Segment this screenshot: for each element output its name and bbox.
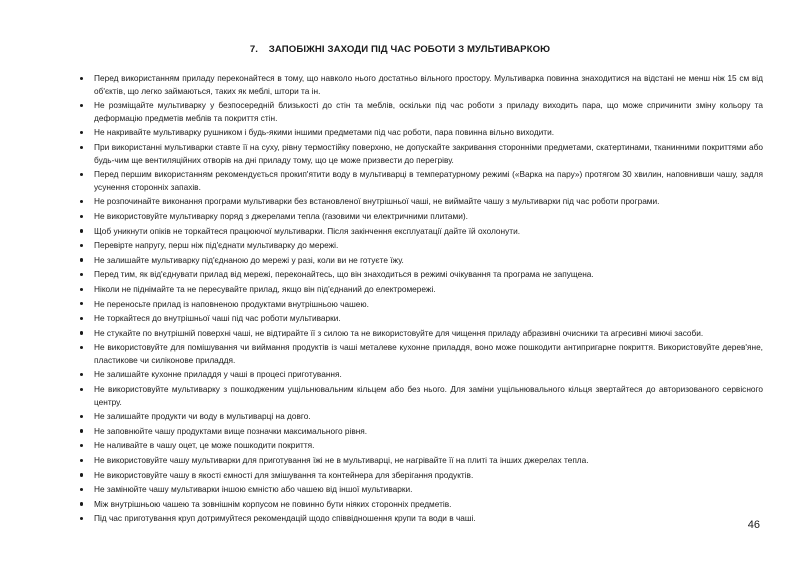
- section-heading: [0, 44, 800, 55]
- list-item: При використанні мультиварки ставте її на суху, рівну термостійку поверхню, не допускайте закривання сторонніми предметами, скатертинами, тканинними покриттями або будь-чим ще вентиляційних отворів на дні приладу тому, що це може призвести до перегріву.: [78, 141, 763, 166]
- list-item: Не розміщайте мультиварку у безпосередній близькості до стін та меблів, оскільки під час роботи з приладу виходить пара, що може спричинити зміну кольору та деформацію предметів меблів та покриття стін.: [78, 99, 763, 124]
- list-item: Між внутрішньою чашею та зовнішнім корпусом не повинно бути ніяких сторонніх предметів.: [78, 498, 763, 511]
- list-item: Перевірте напругу, перш ніж під'єднати мультиварку до мережі.: [78, 239, 763, 252]
- list-item: Не наливайте в чашу оцет, це може пошкодити покриття.: [78, 439, 763, 452]
- list-item: Не розпочинайте виконання програми мультиварки без встановленої внутрішньої чаші, не виймайте чашу з мультиварки під час роботи програми.: [78, 195, 763, 208]
- list-item: Не переносьте прилад із наповненою продуктами внутрішньою чашею.: [78, 298, 763, 311]
- list-item: Щоб уникнути опіків не торкайтеся працюючої мультиварки. Після закінчення експлуатації дайте їй охолонути.: [78, 225, 763, 238]
- list-item: Перед використанням приладу переконайтеся в тому, що навколо нього достатньо вільного простору. Мультиварка повинна знаходитися на відстані не менш ніж 15 см від об'єктів, що легко займаються, таких як меблі, штори та ін.: [78, 72, 763, 97]
- list-item: Перед тим, як від'єднувати прилад від мережі, переконайтесь, що він знаходиться в режимі очікування та програма не запущена.: [78, 268, 763, 281]
- list-item: Не накривайте мультиварку рушником і будь-якими іншими предметами під час роботи, пара повинна вільно виходити.: [78, 126, 763, 139]
- list-item: Не використовуйте чашу мультиварки для приготування їжі не в мультиварці, не нагрівайте її на плиті та інших джерелах тепла.: [78, 454, 763, 467]
- list-item: Не торкайтеся до внутрішньої чаші під час роботи мультиварки.: [78, 312, 763, 325]
- list-item: Не залишайте продукти чи воду в мультиварці на довго.: [78, 410, 763, 423]
- list-item: Перед першим використанням рекомендується прокип'ятити воду в мультиварці в температурному режимі («Варка на пару») протягом 30 хвилин, наповнивши чашу, задля усунення сторонніх запахів.: [78, 168, 763, 193]
- list-item: Ніколи не піднімайте та не пересувайте прилад, якщо він під'єднаний до електромережі.: [78, 283, 763, 296]
- section-number: 7.: [249, 44, 259, 55]
- list-item: Не використовуйте мультиварку з пошкодженим ущільнювальним кільцем або без нього. Для заміни ущільнювального кільця звертайтеся до авторизованого сервісного центру.: [78, 383, 763, 408]
- list-item: Не залишайте кухонне приладдя у чаші в процесі приготування.: [78, 368, 763, 381]
- list-item: Не замінюйте чашу мультиварки іншою ємністю або чашею від іншої мультиварки.: [78, 483, 763, 496]
- section-title: ЗАПОБІЖНІ ЗАХОДИ ПІД ЧАС РОБОТИ З МУЛЬТИВАРКОЮ: [268, 44, 551, 55]
- list-item: Не використовуйте мультиварку поряд з джерелами тепла (газовими чи електричними плитами).: [78, 210, 763, 223]
- list-item: Під час приготування круп дотримуйтеся рекомендацій щодо співвідношення крупи та води в чаші.: [78, 512, 763, 525]
- list-item: Не залишайте мультиварку під'єднаною до мережі у разі, коли ви не готуєте їжу.: [78, 254, 763, 267]
- precautions-list: [78, 72, 763, 527]
- list-item: Не використовуйте чашу в якості ємності для змішування та контейнера для зберігання продуктів.: [78, 469, 763, 482]
- list-item: Не стукайте по внутрішній поверхні чаші, не відтирайте її з силою та не використовуйте для чищення приладу абразивні очисники та агресивні миючі засоби.: [78, 327, 763, 340]
- list-item: Не заповнюйте чашу продуктами вище позначки максимального рівня.: [78, 425, 763, 438]
- list-item: Не використовуйте для помішування чи виймання продуктів із чаші металеве кухонне приладдя, воно може пошкодити антипригарне покриття. Використовуйте дерев'яне, пластикове чи силіконове приладдя.: [78, 341, 763, 366]
- page-number: 46: [747, 519, 760, 531]
